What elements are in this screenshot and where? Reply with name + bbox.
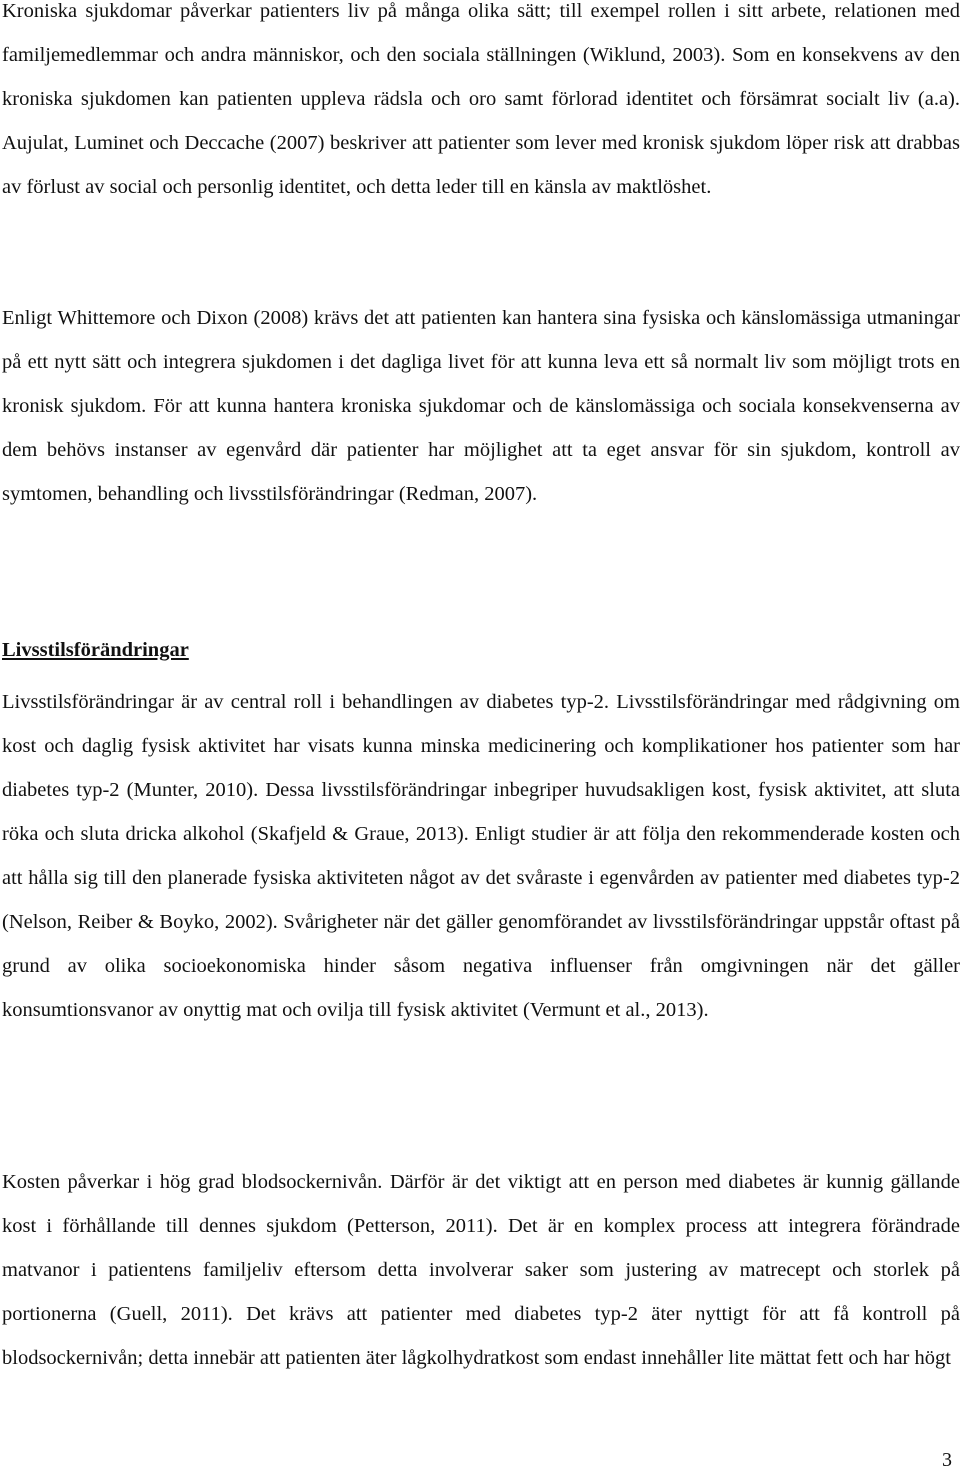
paragraph-lifestyle-changes: Livsstilsförändringar är av central roll i behandlingen av diabetes typ-2. Livsstilsförändringar med rådgivning om kost och daglig fysisk aktivitet har visats kunna minska medicinering och komplikationer hos patienter som har diabetes typ-2 (Munter, 2010). Dessa livsstilsförändringar inbegriper huvudsakligen kost, fysisk aktivitet, att sluta röka och sluta dricka alkohol (Skafjeld & Graue, 2013). Enligt studier är att följa den rekommenderade kosten och att hålla sig till den planerade fysiska aktiviteten något av det svåraste i egenvården av patienter med diabetes typ-2 (Nelson, Reiber & Boyko, 2002). Svårigheter när det gäller genomförandet av livsstilsförändringar uppstår oftast på grund av olika socioekonomiska hinder såsom negativa influenser från omgivningen när det gäller konsumtionsvanor av onyttig mat och ovilja till fysisk aktivitet (Vermunt et al., 2013). xyxy=(2,691,960,1021)
page-number: 3 xyxy=(942,1449,952,1471)
paragraph-chronic-disease-impact: Kroniska sjukdomar påverkar patienters liv på många olika sätt; till exempel rollen i sitt arbete, relationen med familjemedlemmar och andra människor, och den sociala ställningen (Wiklund, 2003). Som en konsekvens av den kroniska sjukdomen kan patienten uppleva rädsla och oro samt förlorad identitet och försämrat socialt liv (a.a). Aujulat, Luminet och Deccache (2007) beskriver att patienter som lever med kronisk sjukdom löper risk att drabbas av förlust av social och personlig identitet, och detta leder till en känsla av maktlöshet. xyxy=(2,0,960,198)
paragraph-self-care: Enligt Whittemore och Dixon (2008) krävs det att patienten kan hantera sina fysiska och känslomässiga utmaningar på ett nytt sätt och integrera sjukdomen i det dagliga livet för att kunna leva ett så normalt liv som möjligt trots en kronisk sjukdom. För att kunna hantera kroniska sjukdomar och de känslomässiga och sociala konsekvenserna av dem behövs instanser av egenvård där patienter har möjlighet att ta eget ansvar för sin sjukdom, kontroll av symtomen, behandling och livsstilsförändringar (Redman, 2007). xyxy=(2,307,960,505)
section-heading: Livsstilsförändringar xyxy=(2,639,189,661)
paragraph-diet: Kosten påverkar i hög grad blodsockernivån. Därför är det viktigt att en person med diabetes är kunnig gällande kost i förhållande till dennes sjukdom (Petterson, 2011). Det är en komplex process att integrera förändrade matvanor i patientens familjeliv eftersom detta involverar saker som justering av matrecept och storlek på portionerna (Guell, 2011). Det krävs att patienter med diabetes typ-2 äter nyttigt för att få kontroll på blodsockernivån; detta innebär att patienten äter lågkolhydratkost som endast innehåller lite mättat fett och har högt xyxy=(2,1171,960,1369)
